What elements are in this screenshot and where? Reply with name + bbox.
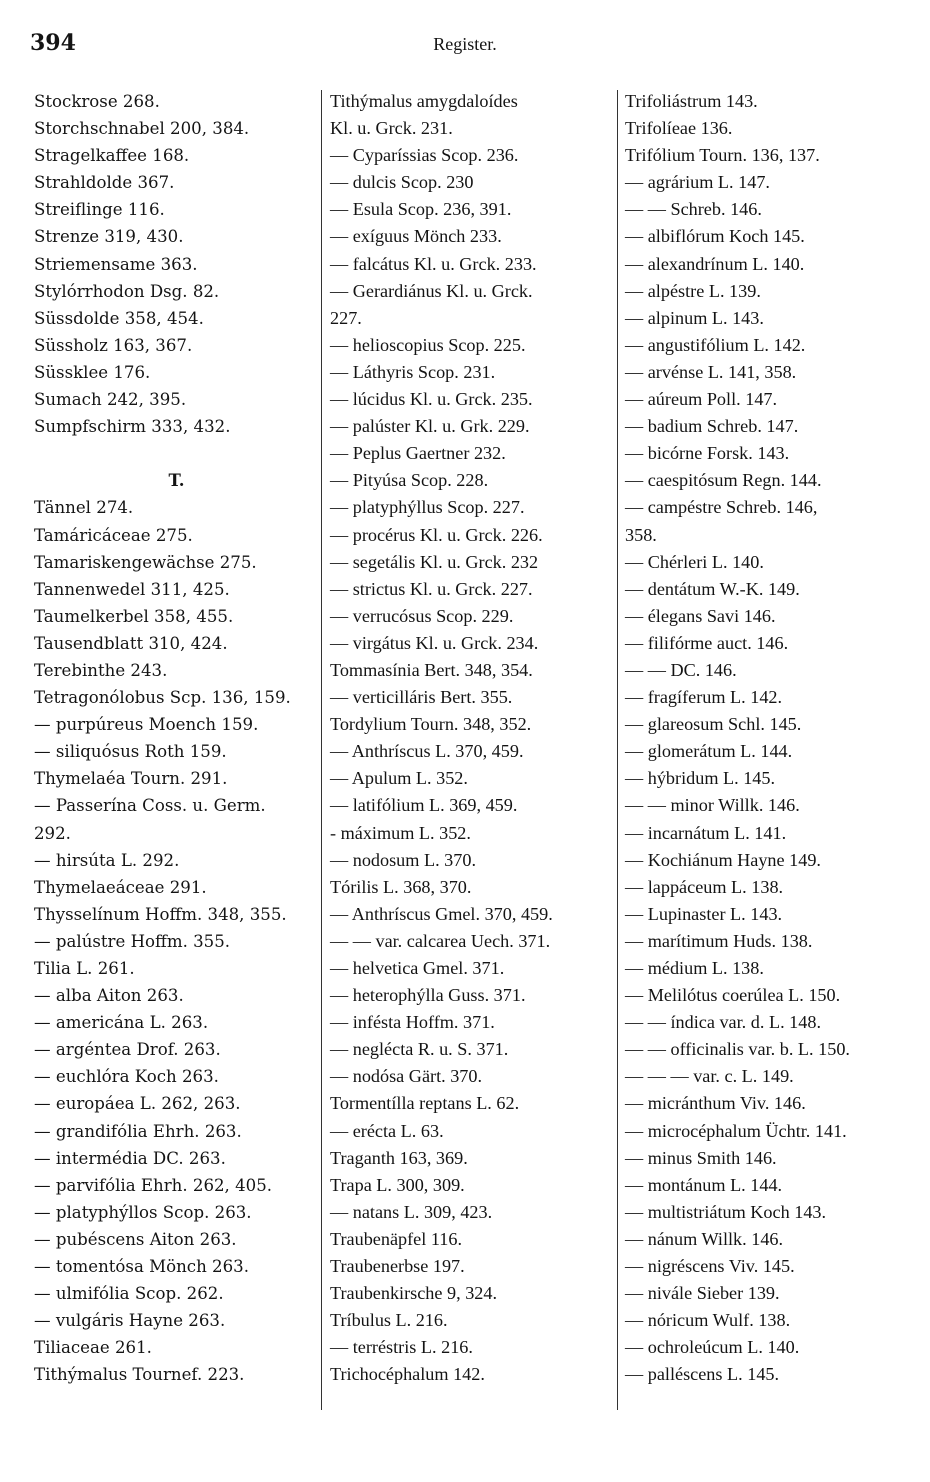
index-entry: — filifórme auct. 146. bbox=[625, 632, 789, 653]
index-entry: — latifólium L. 369, 459. bbox=[330, 795, 518, 816]
index-entry: — falcátus Kl. u. Grck. 233. bbox=[330, 253, 537, 274]
index-entry: - máximum L. 352. bbox=[330, 822, 471, 843]
index-entry: — palléscens L. 145. bbox=[625, 1364, 780, 1385]
index-entry: Thymelaéa Tourn. 291. bbox=[34, 769, 228, 789]
index-entry: — Chérleri L. 140. bbox=[625, 551, 764, 572]
index-entry: Traganth 163, 369. bbox=[330, 1147, 468, 1168]
index-entry: — procérus Kl. u. Grck. 226. bbox=[330, 524, 543, 545]
index-entry: — nánum Willk. 146. bbox=[625, 1228, 784, 1249]
index-entry: Süssdolde 358, 454. bbox=[34, 308, 204, 328]
index-entry: Stylórrhodon Dsg. 82. bbox=[34, 281, 220, 301]
index-entry: Tännel 274. bbox=[34, 498, 134, 518]
index-entry: — Anthríscus Gmel. 370, 459. bbox=[330, 903, 553, 924]
index-entry: — nodosum L. 370. bbox=[330, 849, 477, 870]
index-entry: — ulmifólia Scop. 262. bbox=[34, 1284, 224, 1304]
index-entry: — Lupinaster L. 143. bbox=[625, 903, 783, 924]
index-entry: Taumelkerbel 358, 455. bbox=[34, 606, 234, 626]
index-entry: — siliquósus Roth 159. bbox=[34, 742, 227, 762]
index-entry: — minus Smith 146. bbox=[625, 1147, 777, 1168]
index-entry: — purpúreus Moench 159. bbox=[34, 715, 259, 735]
index-entry: Traubenkirsche 9, 324. bbox=[330, 1283, 498, 1304]
index-entry: — microcéphalum Üchtr. 141. bbox=[625, 1120, 847, 1141]
index-entry: Süssholz 163, 367. bbox=[34, 335, 193, 355]
index-entry: Kl. u. Grck. 231. bbox=[330, 118, 453, 139]
index-column-right bbox=[625, 88, 925, 1389]
index-entry: — virgátus Kl. u. Grck. 234. bbox=[330, 632, 539, 653]
index-entry: Tríbulus L. 216. bbox=[330, 1310, 448, 1331]
index-entry: — ochroleúcum L. 140. bbox=[625, 1337, 800, 1358]
index-entry: Tannenwedel 311, 425. bbox=[34, 579, 230, 599]
index-entry: Tithýmalus amygdaloídes bbox=[330, 91, 518, 111]
index-entry: — vulgáris Hayne 263. bbox=[34, 1311, 226, 1331]
index-entry: — marítimum Huds. 138. bbox=[625, 930, 813, 951]
index-entry: — alpinum L. 143. bbox=[625, 307, 764, 328]
index-entry: — médium L. 138. bbox=[625, 958, 764, 978]
index-column-middle bbox=[330, 88, 615, 1389]
index-entry: — helvetica Gmel. 371. bbox=[330, 958, 505, 978]
page-header: Register. bbox=[433, 34, 497, 54]
index-entry: Streiflinge 116. bbox=[34, 200, 165, 220]
index-entry: Traubenerbse 197. bbox=[330, 1256, 465, 1277]
index-entry: — — minor Willk. 146. bbox=[625, 795, 800, 816]
index-entry: — platyphýllus Scop. 227. bbox=[330, 497, 525, 518]
index-entry: — exíguus Mönch 233. bbox=[330, 226, 502, 247]
index-entry: — bicórne Forsk. 143. bbox=[625, 443, 790, 464]
index-entry: Tórilis L. 368, 370. bbox=[330, 876, 472, 897]
index-entry: — Kochiánum Hayne 149. bbox=[625, 849, 821, 870]
index-entry: — tomentósa Mönch 263. bbox=[34, 1257, 249, 1277]
index-entry: — pubéscens Aiton 263. bbox=[34, 1229, 237, 1249]
index-entry: — grandifólia Ehrh. 263. bbox=[34, 1121, 242, 1141]
index-entry: — parvifólia Ehrh. 262, 405. bbox=[34, 1175, 273, 1195]
index-entry: — dulcis Scop. 230 bbox=[330, 172, 474, 193]
column-divider bbox=[617, 90, 618, 1410]
index-entry: — verticilláris Bert. 355. bbox=[330, 687, 513, 708]
index-entry: — americána L. 263. bbox=[34, 1013, 209, 1033]
index-entry: — arvénse L. 141, 358. bbox=[625, 361, 797, 382]
index-entry: — heterophýlla Guss. 371. bbox=[330, 985, 526, 1006]
index-entry: — lappáceum L. 138. bbox=[625, 876, 784, 897]
index-entry: — glareosum Schl. 145. bbox=[625, 714, 802, 735]
index-entry: Trichocéphalum 142. bbox=[330, 1364, 485, 1385]
index-entry: — — — var. c. L. 149. bbox=[625, 1066, 794, 1087]
index-entry: — alexandrínum L. 140. bbox=[625, 253, 805, 274]
index-entry: — palúster Kl. u. Grk. 229. bbox=[330, 416, 530, 437]
index-entry: — platyphýllos Scop. 263. bbox=[34, 1202, 252, 1222]
index-entry: Strenze 319, 430. bbox=[34, 227, 184, 247]
index-entry: Tithýmalus Tournef. 223. bbox=[34, 1365, 245, 1385]
index-entry: — Peplus Gaertner 232. bbox=[330, 443, 506, 464]
index-entry: Stragelkaffee 168. bbox=[34, 146, 190, 166]
index-entry: — — var. calcarea Uech. 371. bbox=[330, 930, 551, 951]
index-entry: Trifolíeae 136. bbox=[625, 118, 733, 139]
index-entry: — multistriátum Koch 143. bbox=[625, 1201, 827, 1222]
index-entry: — dentátum W.-K. 149. bbox=[625, 578, 800, 599]
index-entry: — intermédia DC. 263. bbox=[34, 1148, 226, 1168]
index-entry: 292. bbox=[34, 823, 71, 843]
index-entry: Tiliaceae 261. bbox=[34, 1338, 152, 1358]
index-entry: — helioscopius Scop. 225. bbox=[330, 334, 526, 355]
index-entry: Sumach 242, 395. bbox=[34, 390, 187, 410]
index-entry: — Esula Scop. 236, 391. bbox=[330, 199, 512, 220]
index-entry: Tommasínia Bert. 348, 354. bbox=[330, 659, 533, 680]
index-entry: — nóricum Wulf. 138. bbox=[625, 1310, 791, 1331]
index-entry: 227. bbox=[330, 307, 362, 328]
index-entry: — Anthríscus L. 370, 459. bbox=[330, 741, 524, 762]
index-entry: — nodósa Gärt. 370. bbox=[330, 1066, 483, 1087]
index-column-left bbox=[34, 88, 319, 1389]
index-entry: — euchlóra Koch 263. bbox=[34, 1067, 219, 1087]
index-entry: — montánum L. 144. bbox=[625, 1174, 783, 1195]
index-entry: — terréstris L. 216. bbox=[330, 1337, 473, 1358]
index-entry: 358. bbox=[625, 524, 657, 545]
index-entry: — inféstа Hoffm. 371. bbox=[330, 1012, 495, 1033]
index-entry: — lúcidus Kl. u. Grck. 235. bbox=[330, 389, 533, 410]
index-entry: — Passerína Coss. u. Germ. bbox=[34, 796, 266, 816]
index-entry: Tordylium Tourn. 348, 352. bbox=[330, 714, 532, 735]
index-entry: — Láthyris Scop. 231. bbox=[330, 361, 496, 382]
section-letter: T. bbox=[168, 470, 185, 491]
index-entry: — natans L. 309, 423. bbox=[330, 1201, 493, 1222]
index-entry: Süssklee 176. bbox=[34, 362, 151, 382]
index-entry: — angustifólium L. 142. bbox=[625, 334, 806, 355]
index-entry: Terebinthe 243. bbox=[34, 660, 168, 680]
index-entry: — argéntea Drof. 263. bbox=[34, 1040, 221, 1060]
index-entry: Strahldolde 367. bbox=[34, 173, 175, 193]
index-entry: Sumpfschirm 333, 432. bbox=[34, 417, 231, 437]
index-entry: — élegans Savi 146. bbox=[625, 605, 776, 626]
index-entry: — — officinalis var. b. L. 150. bbox=[625, 1039, 850, 1060]
index-entry: Trapa L. 300, 309. bbox=[330, 1174, 465, 1195]
index-entry: — Apulum L. 352. bbox=[330, 768, 468, 789]
index-entry: — albiflórum Koch 145. bbox=[625, 226, 805, 247]
index-entry: — Melilótus coerúlea L. 150. bbox=[625, 985, 841, 1006]
index-entry: Tetragonólobus Scp. 136, 159. bbox=[34, 688, 291, 708]
index-entry bbox=[34, 440, 319, 467]
index-entry: Trifólium Tourn. 136, 137. bbox=[625, 145, 820, 166]
index-entry: Tormentílla reptans L. 62. bbox=[330, 1093, 520, 1114]
index-entry: — palústre Hoffm. 355. bbox=[34, 931, 231, 951]
index-entry: — — Schreb. 146. bbox=[625, 199, 762, 220]
index-entry: — nivále Sieber 139. bbox=[625, 1283, 780, 1304]
index-entry: — — DC. 146. bbox=[625, 659, 737, 680]
index-entry: — campéstre Schreb. 146, bbox=[625, 497, 818, 518]
index-entry: — hýbridum L. 145. bbox=[625, 768, 776, 789]
index-entry: — incarnátum L. 141. bbox=[625, 822, 787, 843]
index-entry: Tausendblatt 310, 424. bbox=[34, 633, 228, 653]
index-entry: Stockrose 268. bbox=[34, 92, 160, 111]
index-entry: — micránthum Viv. 146. bbox=[625, 1093, 806, 1114]
index-entry: — caespitósum Regn. 144. bbox=[625, 470, 822, 491]
index-entry: — — índica var. d. L. 148. bbox=[625, 1012, 821, 1033]
index-entry: — erécta L. 63. bbox=[330, 1120, 444, 1141]
index-entry: Tilia L. 261. bbox=[34, 959, 135, 978]
index-entry: Thysselínum Hoffm. 348, 355. bbox=[34, 904, 287, 924]
index-entry: — neglécta R. u. S. 371. bbox=[330, 1039, 509, 1060]
index-entry: — strictus Kl. u. Grck. 227. bbox=[330, 578, 533, 599]
index-entry: — Gerardiánus Kl. u. Grck. bbox=[330, 280, 533, 301]
index-entry: — Pityúsa Scop. 228. bbox=[330, 470, 489, 491]
index-entry: — fragíferum L. 142. bbox=[625, 687, 783, 708]
index-entry: — alpéstre L. 139. bbox=[625, 280, 761, 301]
index-entry: — aúreum Poll. 147. bbox=[625, 389, 778, 410]
index-entry: Traubenäpfel 116. bbox=[330, 1228, 463, 1249]
column-divider bbox=[321, 90, 322, 1410]
index-entry: — europáea L. 262, 263. bbox=[34, 1094, 241, 1114]
index-entry: Trifoliástrum 143. bbox=[625, 91, 758, 111]
index-entry: — hirsúta L. 292. bbox=[34, 850, 180, 870]
index-entry: — glomerátum L. 144. bbox=[625, 741, 793, 762]
index-entry: Tamariskengewächse 275. bbox=[34, 552, 257, 572]
index-entry: — agrárium L. 147. bbox=[625, 172, 770, 193]
index-entry: — alba Aiton 263. bbox=[34, 986, 184, 1006]
index-entry: Thymelaeáceae 291. bbox=[34, 877, 207, 897]
index-entry: — verrucósus Scop. 229. bbox=[330, 605, 514, 626]
page-number: 394 bbox=[30, 30, 76, 56]
index-entry: — Cyparíssias Scop. 236. bbox=[330, 145, 519, 166]
index-entry: Tamáricáceae 275. bbox=[34, 525, 193, 545]
index-entry: Storchschnabel 200, 384. bbox=[34, 119, 250, 139]
index-entry: — nigréscens Viv. 145. bbox=[625, 1256, 795, 1277]
index-entry: — badium Schreb. 147. bbox=[625, 416, 799, 437]
index-entry: Striemensame 363. bbox=[34, 254, 198, 274]
index-entry: — segetális Kl. u. Grck. 232 bbox=[330, 551, 539, 572]
